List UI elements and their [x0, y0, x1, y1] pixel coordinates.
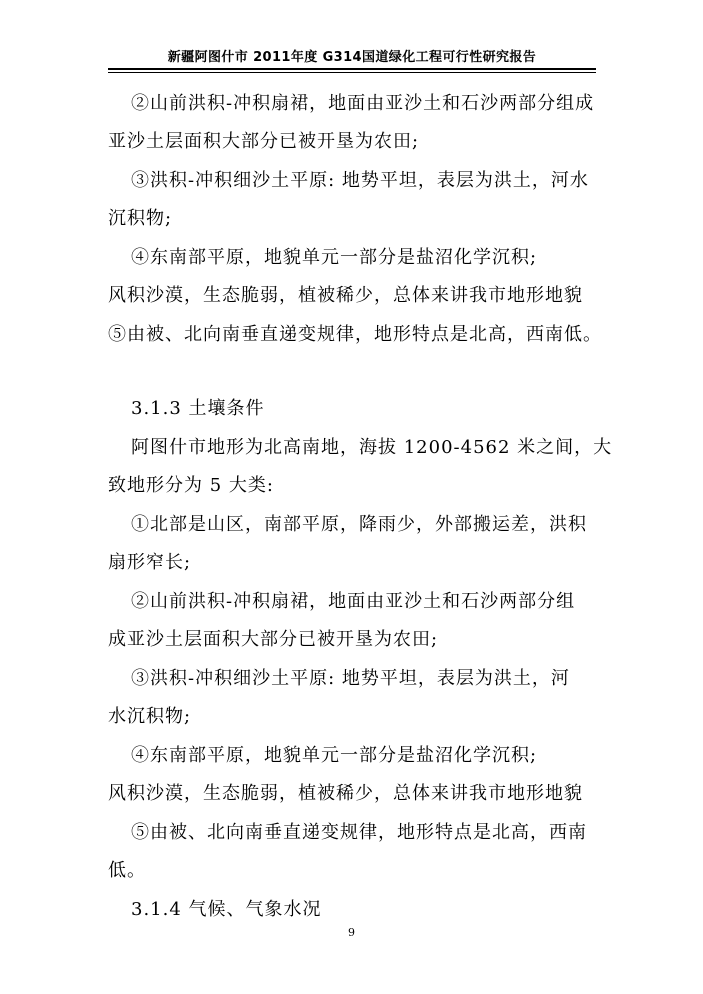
paragraph-line: ⑤由被、北向南垂直递变规律，地形特点是北高，西南: [131, 822, 587, 843]
paragraph-line: ③洪积-冲积细沙土平原: 地势平坦，表层为洪土，河水: [131, 170, 589, 191]
paragraph-line: ③洪积-冲积细沙土平原: 地势平坦，表层为洪土，河: [131, 668, 570, 689]
paragraph-line: ①北部是山区，南部平原，降雨少，外部搬运差，洪积: [131, 514, 587, 535]
page-number: 9: [348, 926, 355, 939]
paragraph-line: 扇形窄长;: [108, 552, 192, 573]
paragraph-line: ②山前洪积-冲积扇裙，地面由亚沙土和石沙两部分组成: [131, 93, 595, 114]
header-rule-thin: [108, 72, 596, 73]
paragraph-line: 致地形分为 5 大类:: [108, 475, 274, 496]
paragraph-line: ④东南部平原，地貌单元一部分是盐沼化学沉积;: [131, 247, 538, 268]
paragraph-line: ⑤由被、北向南垂直递变规律，地形特点是北高，西南低。: [108, 324, 602, 345]
paragraph-line: 成亚沙土层面积大部分已被开垦为农田;: [108, 629, 439, 650]
paragraph-line: 风积沙漠，生态脆弱，植被稀少，总体来讲我市地形地貌: [108, 285, 583, 306]
paragraph-line: 低。: [108, 860, 146, 881]
section-heading-3-1-3: 3.1.3 土壤条件: [131, 398, 265, 419]
paragraph-line: 阿图什市地形为北高南地，海拔 1200-4562 米之间，大: [131, 437, 613, 458]
header-rule-thick: [108, 68, 596, 70]
paragraph-line: ④东南部平原，地貌单元一部分是盐沼化学沉积;: [131, 745, 538, 766]
running-header: 新疆阿图什市 2011年度 G314国道绿化工程可行性研究报告: [167, 50, 537, 65]
paragraph-line: 亚沙土层面积大部分已被开垦为农田;: [108, 131, 420, 152]
paragraph-line: 风积沙漠，生态脆弱，植被稀少，总体来讲我市地形地貌: [108, 783, 583, 804]
section-heading-3-1-4: 3.1.4 气候、气象水况: [131, 899, 322, 920]
paragraph-line: ②山前洪积-冲积扇裙，地面由亚沙土和石沙两部分组: [131, 591, 576, 612]
paragraph-line: 水沉积物;: [108, 706, 192, 727]
paragraph-line: 沉积物;: [108, 208, 173, 229]
